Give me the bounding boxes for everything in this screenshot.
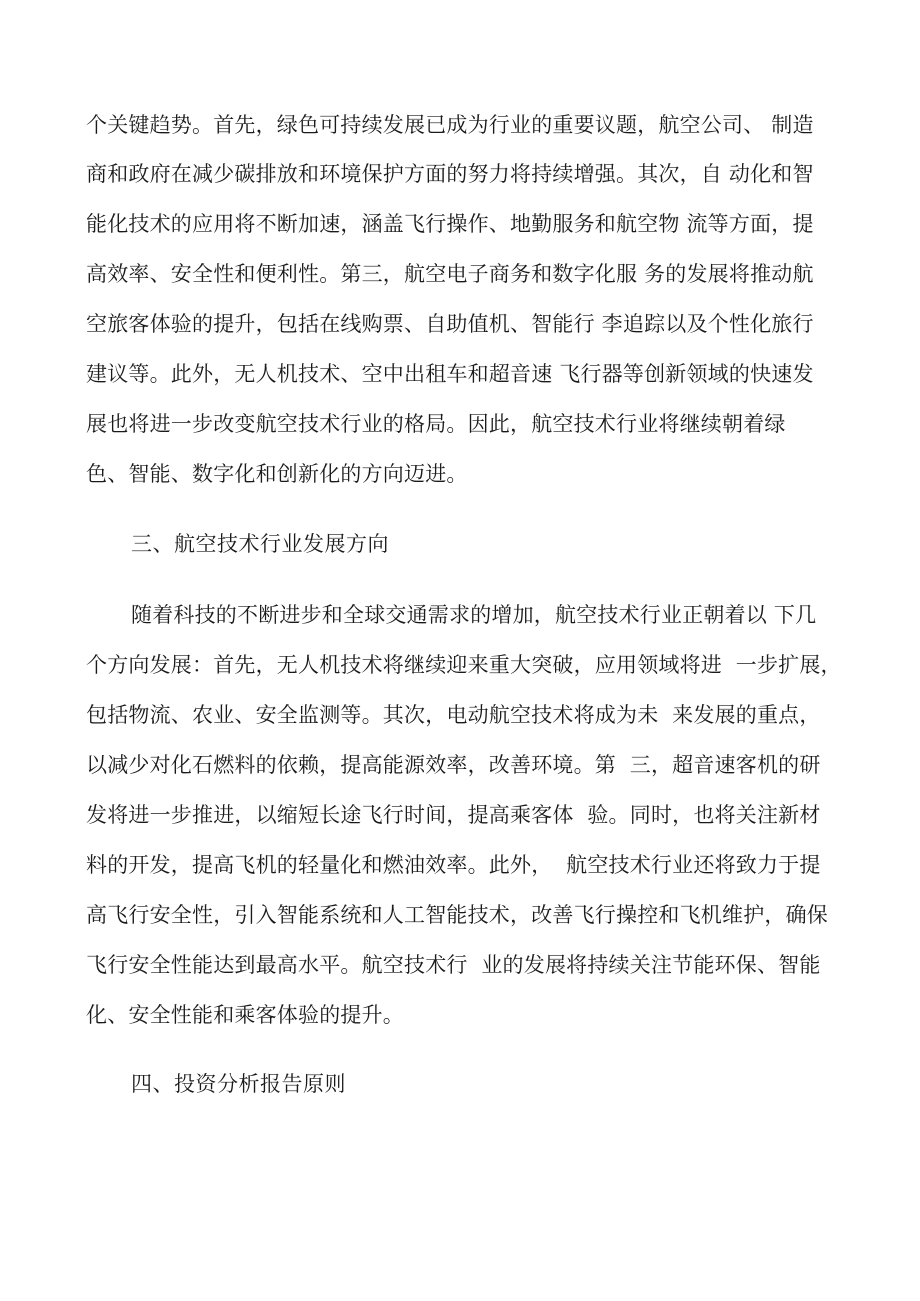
text-line: 料的开发，提高飞机的轻量化和燃油效率。此外， 航空技术行业还将致力于提	[86, 853, 821, 877]
text-line: 个关键趋势。首先，绿色可持续发展已成为行业的重要议题，航空公司、 制造	[86, 113, 814, 137]
section-heading-4: 四、投资分析报告原则	[131, 1072, 346, 1096]
text-line: 个方向发展：首先，无人机技术将继续迎来重大突破，应用领域将进 一步扩展，	[86, 653, 842, 677]
text-line: 色、智能、数字化和创新化的方向迈进。	[86, 462, 468, 486]
section-heading-3: 三、航空技术行业发展方向	[131, 532, 389, 556]
text-line: 展也将进一步改变航空技术行业的格局。因此，航空技术行业将继续朝着绿	[86, 412, 786, 436]
text-line: 包括物流、农业、安全监测等。其次，电动航空技术将成为未 来发展的重点，	[86, 703, 821, 727]
text-line: 高飞行安全性，引入智能系统和人工智能技术，改善飞行操控和飞机维护，确保	[86, 903, 828, 927]
text-line: 商和政府在减少碳排放和环境保护方面的努力将持续增强。其次，自 动化和智	[86, 162, 814, 186]
text-line: 化、安全性能和乘客体验的提升。	[86, 1003, 404, 1027]
text-line: 建议等。此外，无人机技术、空中出租车和超音速 飞行器等创新领域的快速发	[86, 362, 814, 386]
text-line: 空旅客体验的提升，包括在线购票、自助值机、智能行 李追踪以及个性化旅行	[86, 312, 814, 336]
text-line: 以减少对化石燃料的依赖，提高能源效率，改善环境。第 三，超音速客机的研	[86, 753, 821, 777]
text-line: 能化技术的应用将不断加速，涵盖飞行操作、地勤服务和航空物 流等方面，提	[86, 212, 814, 236]
text-line: 飞行安全性能达到最高水平。航空技术行 业的发展将持续关注节能环保、智能	[86, 953, 821, 977]
text-line: 高效率、安全性和便利性。第三，航空电子商务和数字化服 务的发展将推动航	[86, 262, 814, 286]
text-line: 发将进一步推进，以缩短长途飞行时间，提高乘客体 验。同时，也将关注新材	[86, 803, 821, 827]
text-line: 随着科技的不断进步和全球交通需求的增加，航空技术行业正朝着以 下几	[131, 603, 817, 627]
